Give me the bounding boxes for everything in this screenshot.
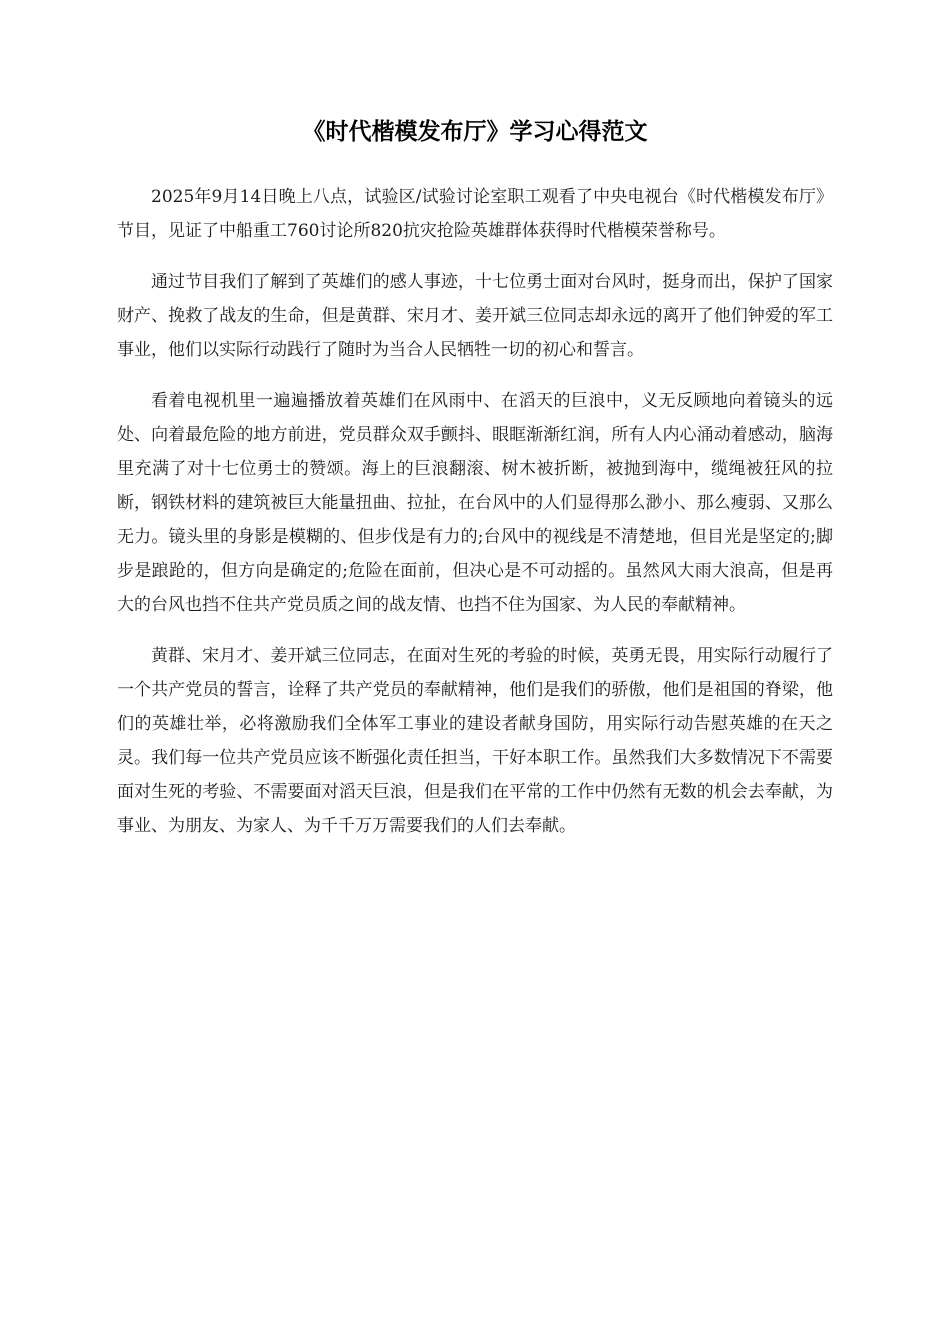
paragraph-2: 通过节目我们了解到了英雄们的感人事迹，十七位勇士面对台风时，挺身而出，保护了国家财产、挽救了战友的生命，但是黄群、宋月才、姜开斌三位同志却永远的离开了他们钟爱的军工事业，他们以实际行动践行了随时为当合人民牺牲一切的初心和誓言。 bbox=[117, 272, 833, 360]
document-body bbox=[117, 180, 833, 860]
document-title: 《时代楷模发布厅》学习心得范文 bbox=[302, 119, 648, 145]
paragraph-1: 2025年9月14日晚上八点，试验区/试验讨论室职工观看了中央电视台《时代楷模发布厅》节目，见证了中船重工760讨论所820抗灾抢险英雄群体获得时代楷模荣誉称号。 bbox=[117, 187, 833, 241]
paragraph-4: 黄群、宋月才、姜开斌三位同志，在面对生死的考验的时候，英勇无畏，用实际行动履行了一个共产党员的誓言，诠释了共产党员的奉献精神，他们是我们的骄傲，他们是祖国的脊梁，他们的英雄壮举，必将激励我们全体军工事业的建设者献身国防，用实际行动告慰英雄的在天之灵。我们每一位共产党员应该不断强化责任担当，干好本职工作。虽然我们大多数情况下不需要面对生死的考验、不需要面对滔天巨浪，但是我们在平常的工作中仍然有无数的机会去奉献，为事业、为朋友、为家人、为千千万万需要我们的人们去奉献。 bbox=[117, 646, 833, 836]
paragraph-3: 看着电视机里一遍遍播放着英雄们在风雨中、在滔天的巨浪中，义无反顾地向着镜头的远处、向着最危险的地方前进，党员群众双手颤抖、眼眶渐渐红润，所有人内心涌动着感动，脑海里充满了对十七位勇士的赞颂。海上的巨浪翻滚、树木被折断，被抛到海中，缆绳被狂风的拉断，钢铁材料的建筑被巨大能量扭曲、拉扯，在台风中的人们显得那么渺小、那么瘦弱、又那么无力。镜头里的身影是模糊的、但步伐是有力的;台风中的视线是不清楚地，但目光是坚定的;脚步是踉跄的，但方向是确定的;危险在面前，但决心是不可动摇的。虽然风大雨大浪高，但是再大的台风也挡不住共产党员质之间的战友情、也挡不住为国家、为人民的奉献精神。 bbox=[117, 391, 833, 615]
